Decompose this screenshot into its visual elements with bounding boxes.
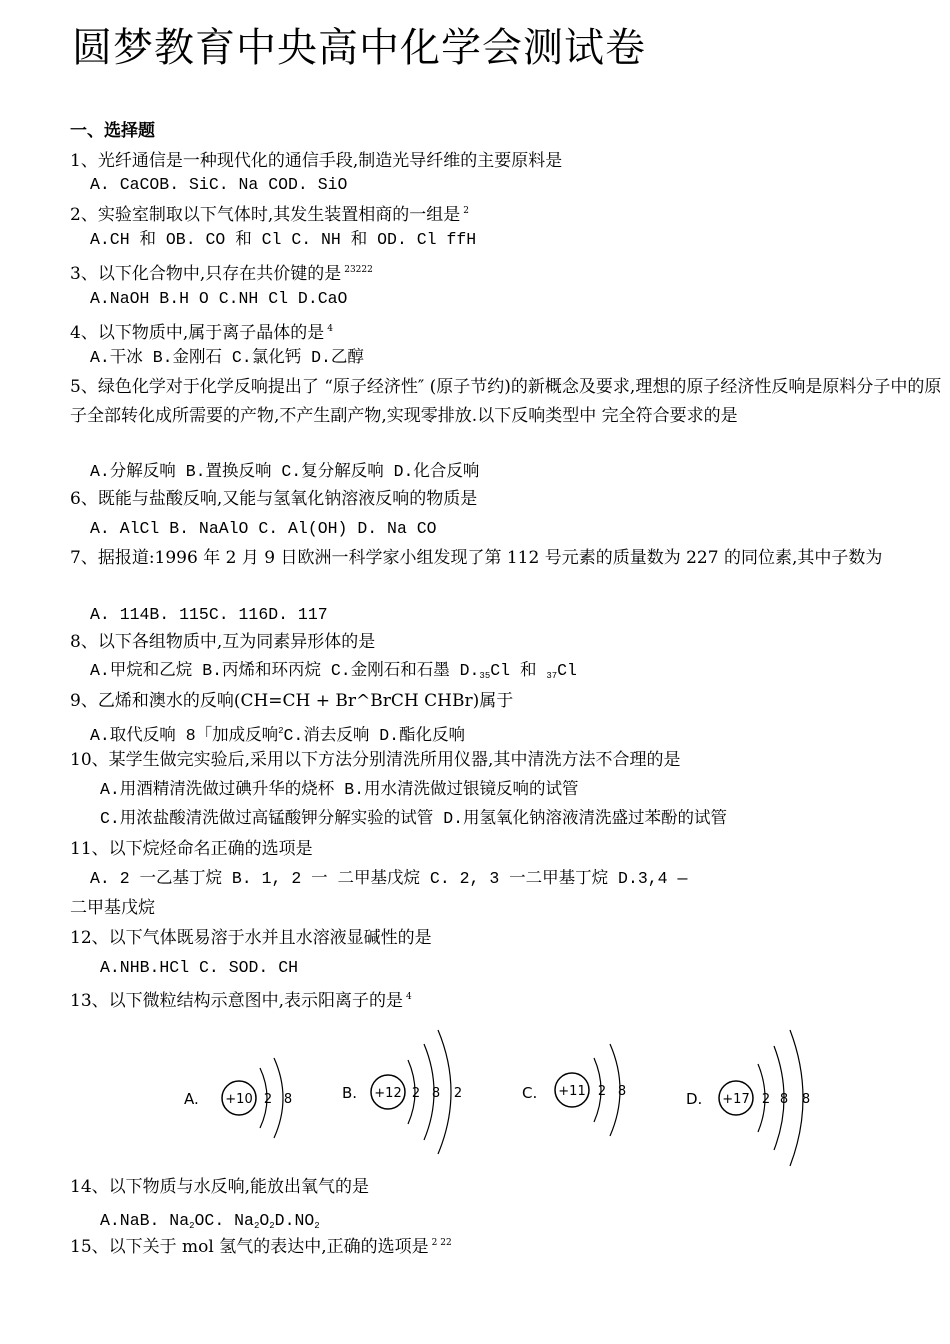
- question-3-options: A.NaOH B.H O C.NH Cl D.CaO: [90, 289, 348, 308]
- section-heading: 一、选择题: [70, 121, 155, 141]
- question-9-options-a: A.取代反响 8「加成反响: [90, 726, 279, 745]
- diagram-b-shell-1-count: 2: [411, 1086, 421, 1101]
- question-12-options: A.NHB.HCl C. SOD. CH: [100, 958, 299, 977]
- question-9-superscript: 2: [278, 726, 284, 736]
- question-12: 12、以下气体既易溶于水并且水溶液显碱性的是: [70, 928, 432, 948]
- diagram-b-label: B.: [342, 1084, 358, 1102]
- question-8: 8、以下各组物质中,互为同素异形体的是: [70, 632, 376, 652]
- question-15-text: 15、以下关于 mol 氢气的表达中,正确的选项是: [70, 1237, 429, 1257]
- question-2: [70, 200, 469, 226]
- atomic-structure-diagrams: [170, 1020, 830, 1170]
- question-8-options: [90, 660, 577, 687]
- question-10-option-ab: A.用酒精清洗做过碘升华的烧杯 B.用水清洗做过银镜反响的试管: [100, 780, 579, 799]
- question-10-option-cd: C.用浓盐酸清洗做过高锰酸钾分解实验的试管 D.用氢氧化钠溶液清洗盛过苯酚的试管: [100, 809, 728, 828]
- question-14-option-a: A.NaB. Na: [100, 1211, 190, 1230]
- diagram-a: [184, 1058, 292, 1138]
- question-2-options: A.CH 和 OB. CO 和 Cl C. NH 和 OD. Cl ffH: [90, 230, 477, 249]
- question-4-superscript: 4: [327, 324, 333, 334]
- diagram-a-shell-2: [274, 1058, 283, 1138]
- question-11: 11、以下烷烃命名正确的选项是: [70, 839, 313, 859]
- question-4-text: 4、以下物质中,属于离子晶体的是: [70, 323, 325, 343]
- question-3: [70, 259, 373, 285]
- diagram-b-shell-2-count: 8: [431, 1086, 441, 1101]
- diagram-d-label: D.: [686, 1090, 703, 1108]
- question-9: 9、乙烯和澳水的反响(CH=CH + Br^BrCH CHBr)属于: [70, 691, 514, 711]
- question-9-options: [90, 720, 465, 747]
- question-13: [70, 986, 412, 1012]
- subscript: 2: [269, 1221, 275, 1231]
- question-6: 6、既能与盐酸反响,又能与氢氧化钠溶液反响的物质是: [70, 489, 478, 509]
- diagram-d-shell-1-count: 2: [761, 1092, 771, 1107]
- question-8-options-text: A.甲烷和乙烷 B.丙烯和环丙烷 C.金刚石和石墨 D.: [90, 661, 480, 680]
- question-3-superscript: 23222: [344, 265, 373, 275]
- question-1: 1、光纤通信是一种现代化的通信手段,制造光导纤维的主要原料是: [70, 151, 563, 171]
- question-5: 5、绿色化学对于化学反响提出了 “原子经济性″ (原子节约)的新概念及要求,理想的原子经济性反响是原料分子中的原子全部转化成所需要的产物,不产生副产物,实现零排放.以下反响类型中 完全符合要求的是: [70, 377, 942, 426]
- isotope-35-label: 35: [479, 671, 491, 681]
- question-8-options-end: Cl: [557, 661, 577, 680]
- question-2-text: 2、实验室制取以下气体时,其发生装置相商的一组是: [70, 205, 461, 225]
- question-7-options: A. 114B. 115C. 116D. 117: [90, 605, 328, 624]
- question-6-options: A. AlCl B. NaAlO C. Al(OH) D. Na CO: [90, 519, 437, 538]
- diagram-c-nucleus-charge: +11: [558, 1084, 586, 1099]
- diagram-c: [522, 1044, 626, 1136]
- question-5-options: A.分解反响 B.置换反响 C.复分解反响 D.化合反响: [90, 462, 480, 481]
- question-13-text: 13、以下微粒结构示意图中,表示阳离子的是: [70, 991, 404, 1011]
- diagram-d-shell-3-count: 8: [801, 1092, 811, 1107]
- isotope-37-label: 37: [546, 671, 558, 681]
- diagram-c-label: C.: [522, 1084, 538, 1102]
- diagram-a-shell-2-count: 8: [283, 1092, 293, 1107]
- oxygen-symbol: O: [259, 1211, 270, 1230]
- question-11-continuation: 二甲基戊烷: [70, 898, 155, 918]
- question-8-options-mid: Cl 和: [490, 661, 547, 680]
- question-3-text: 3、以下化合物中,只存在共价键的是: [70, 264, 342, 284]
- diagram-b-shell-3-count: 2: [453, 1086, 463, 1101]
- page-title: 圆梦教育中央高中化学会测试卷: [72, 25, 646, 71]
- subscript: 2: [314, 1221, 320, 1231]
- question-14: 14、以下物质与水反响,能放出氧气的是: [70, 1177, 370, 1197]
- question-15-superscript: 2 22: [431, 1238, 452, 1248]
- question-11-options: A. 2 一乙基丁烷 B. 1, 2 一 二甲基戊烷 C. 2, 3 一二甲基丁烷 D.3,4 —: [90, 869, 688, 888]
- question-13-superscript: 4: [406, 992, 412, 1002]
- question-9-options-b: C.消去反响 D.酯化反响: [283, 726, 466, 745]
- subscript: 2: [253, 1221, 260, 1231]
- diagram-d: [686, 1030, 810, 1166]
- diagram-b: [342, 1030, 462, 1154]
- diagram-c-shell-1-count: 2: [597, 1084, 607, 1099]
- question-14-option-d: D.NO: [274, 1211, 315, 1230]
- subscript: 2: [189, 1221, 195, 1231]
- diagram-a-nucleus-charge: +10: [225, 1092, 253, 1107]
- diagram-a-label: A.: [184, 1090, 199, 1108]
- question-4-options: A.干冰 B.金刚石 C.氯化钙 D.乙醇: [90, 348, 364, 367]
- question-15: [70, 1232, 452, 1258]
- diagram-d-shell-2-count: 8: [779, 1092, 789, 1107]
- diagram-a-shell-1-count: 2: [263, 1092, 273, 1107]
- question-10: 10、某学生做完实验后,采用以下方法分别清洗所用仪器,其中清洗方法不合理的是: [70, 750, 681, 770]
- diagram-b-nucleus-charge: +12: [374, 1086, 402, 1101]
- question-7: 7、据报道:1996 年 2 月 9 日欧洲一科学家小组发现了第 112 号元素的质量数为 227 的同位素,其中子数为: [70, 548, 883, 568]
- question-14-option-b: OC. Na: [194, 1211, 254, 1230]
- diagram-d-nucleus-charge: +17: [722, 1092, 750, 1107]
- question-1-options: A. CaCOB. SiC. Na COD. SiO: [90, 175, 348, 194]
- diagram-c-shell-2-count: 8: [617, 1084, 627, 1099]
- question-2-superscript: 2: [463, 206, 469, 216]
- question-4: [70, 318, 333, 344]
